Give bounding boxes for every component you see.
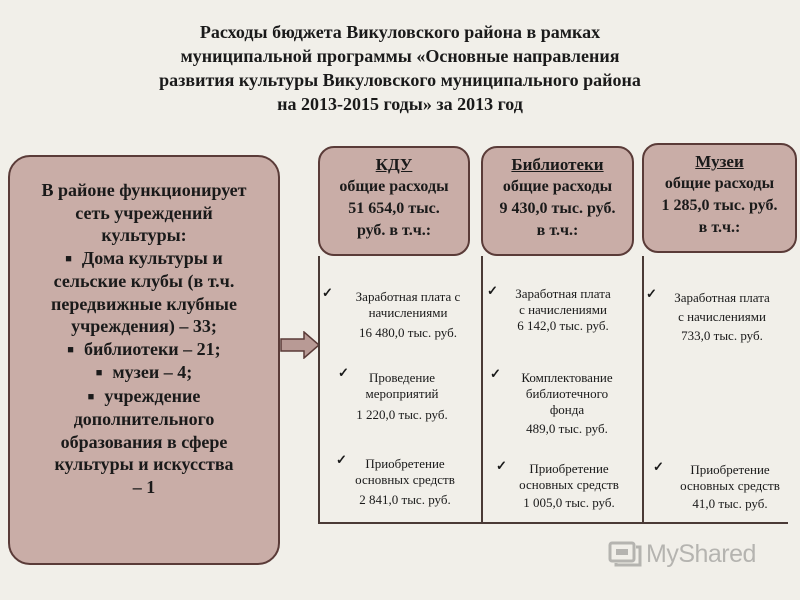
list-item-line: дополнительного [73, 409, 215, 429]
title-line: развития культуры Викуловского муниципального района [159, 70, 641, 90]
institutions-intro [20, 179, 268, 247]
kdu-item-salary: Заработная плата с начислениями 16 480,0 тыс. руб. [355, 289, 461, 340]
institutions-list [20, 247, 268, 499]
checkmark-icon: ✓ [487, 283, 498, 298]
total-line: общие расходы [502, 178, 613, 195]
bottom-divider [318, 522, 788, 524]
kdu-total-box [318, 146, 470, 256]
total-line: 51 654,0 тыс. [348, 200, 440, 217]
checkmark-icon: ✓ [338, 365, 349, 380]
title-line: муниципальной программы «Основные направления [180, 46, 620, 66]
checkmark-icon: ✓ [653, 459, 664, 474]
intro-line: В районе функционирует [41, 180, 247, 200]
checkmark-icon: ✓ [322, 285, 333, 300]
square-bullet-icon: ■ [95, 367, 103, 379]
list-item-line: образования в сфере [60, 431, 228, 452]
total-line: общие расходы [664, 175, 775, 192]
list-item-line: учреждение [104, 385, 201, 406]
list-item-museums [20, 361, 268, 385]
list-item-line: сельские клубы (в т.ч. [53, 271, 235, 291]
total-line: общие расходы [339, 178, 449, 195]
total-line: руб. в т.ч.: [356, 222, 432, 239]
list-item-line: культуры и искусства [54, 454, 234, 474]
list-item-line: Дома культуры и [81, 247, 223, 268]
square-bullet-icon: ■ [67, 343, 74, 356]
list-item-education [20, 385, 268, 499]
list-item-line: учреждения) – 33; [71, 316, 217, 336]
right-arrow-icon [280, 331, 320, 359]
kdu-item-events: Проведение мероприятий 1 220,0 тыс. руб. [356, 370, 448, 422]
kdu-item-assets: Приобретение основных средств 2 841,0 тыс. руб. [355, 456, 455, 507]
watermark-text: MyShared [646, 540, 756, 568]
museums-total-box [642, 143, 797, 253]
myshared-logo-icon [608, 539, 642, 569]
institutions-panel [8, 155, 280, 565]
slide-title [70, 20, 730, 116]
square-bullet-icon: ■ [87, 390, 95, 403]
total-line: в т.ч.: [698, 219, 741, 236]
museums-header: Музеи [695, 152, 744, 171]
checkmark-icon: ✓ [336, 452, 347, 467]
libraries-total-box [481, 146, 634, 256]
libraries-item-collection: Комплектование библиотечного фонда 489,0 тыс. руб. [521, 370, 613, 436]
list-item-line: передвижные клубные [51, 293, 237, 314]
list-item-line: – 1 [132, 476, 156, 497]
checkmark-icon: ✓ [490, 366, 501, 381]
museums-item-assets: Приобретение основных средств 41,0 тыс. руб. [680, 462, 780, 511]
list-item-line: библиотеки – 21; [83, 338, 221, 359]
intro-line: сеть учреждений [75, 202, 213, 223]
title-line: Расходы бюджета Викуловского района в рамках [199, 22, 601, 42]
watermark [606, 537, 776, 571]
libraries-item-salary: Заработная плата с начислениями 6 142,0 тыс. руб. [515, 286, 611, 333]
list-item-culture-houses [20, 247, 268, 338]
checkmark-icon: ✓ [496, 458, 507, 473]
total-line: 9 430,0 тыс. руб. [499, 200, 616, 217]
total-line: в т.ч.: [536, 222, 579, 239]
list-item-line: музеи – 4; [112, 362, 193, 382]
kdu-header: КДУ [375, 155, 413, 174]
museums-item-salary: Заработная плата с начислениями 733,0 тыс. руб. [674, 290, 770, 343]
title-line: на 2013-2015 годы» за 2013 год [277, 94, 523, 114]
square-bullet-icon: ■ [65, 252, 72, 265]
column-divider [642, 256, 644, 524]
libraries-header: Библиотеки [511, 155, 604, 174]
checkmark-icon: ✓ [646, 286, 657, 301]
intro-line: культуры: [101, 225, 187, 245]
total-line: 1 285,0 тыс. руб. [661, 197, 778, 214]
column-divider [318, 256, 320, 524]
libraries-item-assets: Приобретение основных средств 1 005,0 тыс. руб. [519, 461, 619, 510]
list-item-libraries [20, 338, 268, 362]
